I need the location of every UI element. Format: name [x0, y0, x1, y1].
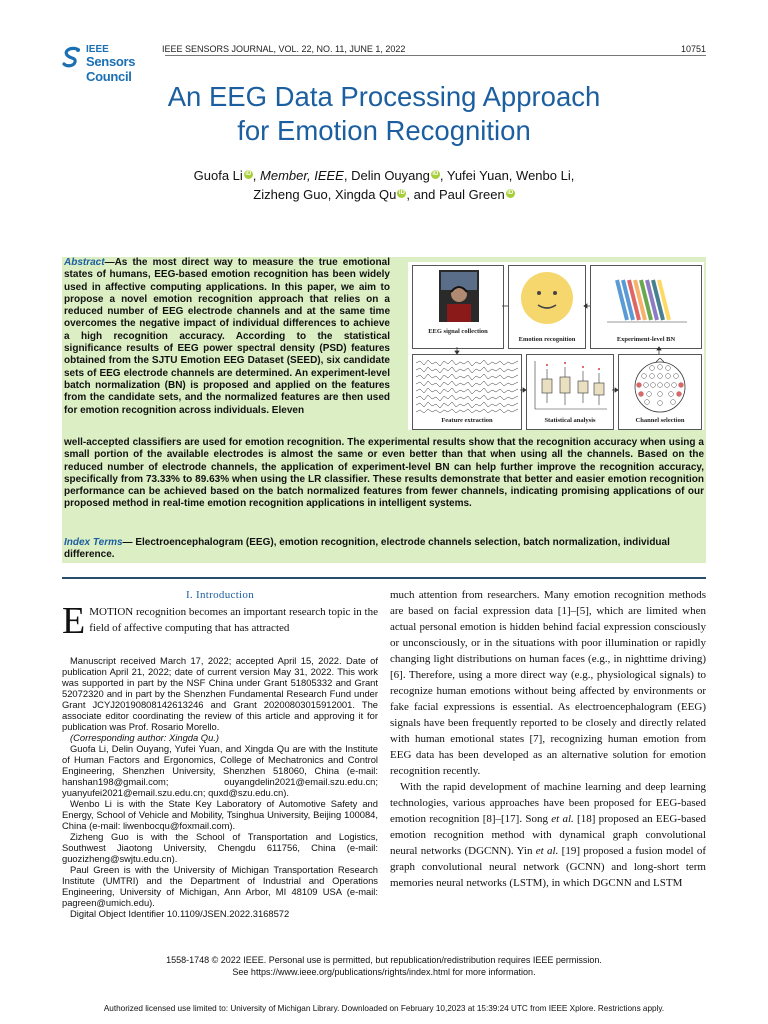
- abstract-text-part1: [64, 257, 390, 417]
- orcid-icon[interactable]: iD: [507, 189, 514, 196]
- header-rule: [165, 55, 706, 56]
- drop-cap: E: [62, 600, 86, 642]
- journal-header: IEEE SENSORS JOURNAL, VOL. 22, NO. 11, JUNE 1, 2022: [162, 44, 406, 54]
- panel-label-statistical: Statistical analysis: [544, 417, 596, 424]
- section-rule: [62, 577, 706, 579]
- body-text: With the rapid development of machine learning and deep learning technologies, various approaches have been proposed for EEG-based emotion recognition [8]–[17]. Song: [390, 781, 706, 825]
- author-name: Xingda Qu: [334, 187, 397, 202]
- page-number: 10751: [680, 44, 706, 54]
- figure-flow-arrows: [408, 262, 704, 430]
- footnote-doi: Digital Object Identifier 10.1109/JSEN.2022.3168572: [70, 908, 290, 919]
- panel-label-feature: Feature extraction: [441, 417, 493, 424]
- intro-first-text: MOTION recognition becomes an important research topic in the field of affective computing that has attracted: [89, 606, 378, 634]
- author-separator: , and: [406, 187, 439, 202]
- panel-label-channel: Channel selection: [635, 417, 685, 424]
- section-heading-introduction: I. Introduction: [185, 589, 255, 601]
- abstract-box: [62, 257, 706, 563]
- copyright-notice: [62, 955, 706, 978]
- index-terms-label: Index Terms: [64, 537, 123, 548]
- body-text: [18] proposed an EEG-based emotion recognition method with dynamical graph convolutional neural networks (DGCNN). Yin: [390, 813, 706, 857]
- copyright-line-1: 1558-1748 © 2022 IEEE. Personal use is permitted, but republication/redistribution requires IEEE permission.: [166, 955, 602, 965]
- orcid-icon[interactable]: iD: [432, 170, 439, 177]
- author-name: Guofa Li: [193, 168, 243, 183]
- author-list: Guofa Li iD , Member, IEEE, Delin Ouyang iD , Yufei Yuan, Wenbo Li, Zizheng Guo, Xingda Qu iD , and Paul Green iD: [193, 168, 575, 202]
- footnote-affiliation: Zizheng Guo is with the School of Transportation and Logistics, Southwest Jiaotong University, Chengdu 611756, China (e-mail: guozizheng@swjtu.edu.cn).: [62, 831, 378, 864]
- license-notice: Authorized licensed use limited to: University of Michigan Library. Downloaded on February 10,2023 at 15:39:24 UTC from IEEE Xplore. Restrictions apply.: [103, 1004, 665, 1013]
- logo-text-top: IEEE: [86, 44, 109, 55]
- footnote-affiliation: Wenbo Li is with the State Key Laboratory of Automotive Safety and Energy, School of Vehicle and Mobility, Tsinghua University, Beijing 100084, China (e-mail: liwenbocqu@foxmail.com).: [62, 798, 378, 831]
- author-name: Yufei Yuan: [446, 168, 509, 183]
- panel-label-bn: Experiment-level BN: [616, 336, 676, 343]
- title-line-1: An EEG Data Processing Approach: [167, 81, 601, 112]
- sensors-council-logo-icon: [62, 46, 82, 68]
- graphical-abstract-figure: [408, 262, 704, 430]
- ieee-sensors-council-logo: [62, 44, 162, 84]
- author-name: Paul Green: [438, 187, 505, 202]
- logo-text-bottom: Sensors Council: [86, 54, 136, 84]
- panel-label-eeg-signal: EEG signal collection: [428, 328, 488, 335]
- author-name: Wenbo Li: [516, 168, 571, 183]
- author-name: Delin Ouyang: [351, 168, 430, 183]
- abstract-text-part2: well-accepted classifiers are used for emotion recognition. The experimental results show that the recognition accuracy when using a small portion of the available electrodes is almost the same or even better than that when using all the channels. Based on the reduced number of electrode channels, the application of experiment-level BN can help further improve the recognition accuracy, specifically from 73.33% to 89.63% when using the LR classifier. These results demonstrate that better and easier emotion recognition performance can be achieved based on the batch normalized features from fewer channels, indicating promising applications of our proposed method in real-time emotion recognition applications in intelligent systems.: [64, 437, 704, 510]
- body-text-italic: et al.: [551, 813, 574, 825]
- index-terms: [64, 537, 704, 562]
- index-terms-body: — Electroencephalogram (EEG), emotion recognition, electrode channels selection, batch normalization, individual difference.: [64, 537, 670, 561]
- intro-first-paragraph: [62, 600, 378, 642]
- panel-label-emotion: Emotion recognition: [518, 336, 576, 343]
- body-text: [19] proposed a fusion model of graph convolutional neural network (GCNN) and long-short term memories neural networks (LSTM), in which DGCNN and LSTM: [390, 845, 706, 889]
- body-paragraph: much attention from researchers. Many emotion recognition methods are based on facial expression data [1]–[5], which are limited when actual personal emotion is hidden behind facial expression consciously or unconsciously, or in the situations with poor illumination or rapidly changing light distributions on human faces (e.g., in nighttime driving) [6]. Therefore, using a more direct way (e.g., physiological signals) to recognize human emotions without being affected by environments or fake facial expressions is essential. As electroencephalogram (EEG) signals have been frequently reported to be closely and directly related with human emotional states [7], recognizing human emotion from EEG data has been developed as an alternative solution for emotion recognition recently.: [390, 589, 706, 777]
- body-text-italic: et al.: [535, 845, 559, 857]
- author-name: Zizheng Guo: [253, 187, 328, 202]
- footnote-affiliation: Guofa Li, Delin Ouyang, Yufei Yuan, and Xingda Qu are with the Institute of Human Factors and Ergonomics, College of Mechatronics and Control Engineering, Shenzhen University, Shenzhen 518060, China (e-mail: hanshan198@gmail.com; ouyangdelin2021@email.szu.edu.cn; yuanyufei2021@email.szu.edu.cn; quxd@szu.edu.cn).: [62, 743, 378, 798]
- copyright-line-2: See https://www.ieee.org/publications/rights/index.html for more information.: [232, 966, 536, 977]
- footnote-affiliation: Paul Green is with the University of Michigan Transportation Research Institute (UMTRI) and the Department of Industrial and Operations Engineering, University of Michigan, Ann Arbor, MI 48109 USA (e-mail: pagreen@umich.edu).: [62, 864, 378, 908]
- paper-title: [60, 80, 708, 148]
- abstract-body-1: —As the most direct way to measure the true emotional states of humans, EEG-based emotion recognition has been widely used in affective computing applications. In this paper, we aim to propose a novel emotion recognition approach that relies on a reduced number of EEG electrode channels and at the same time overcomes the negative impact of individual differences to achieve a high recognition accuracy. According to the statistical significance results of EEG power spectral density (PSD) features obtained from the SJTU Emotion EEG Dataset (SEED), six candidate sets of EEG electrode channels are determined. An experiment-level batch normalization (BN) is proposed and applied on the features from the candidate sets, and the normalized features are then used for emotion recognition across individuals. Eleven: [64, 257, 390, 416]
- author-affiliation-role: Member, IEEE: [260, 168, 344, 183]
- right-column-text: [390, 587, 706, 891]
- body-paragraph: [390, 779, 706, 891]
- orcid-icon[interactable]: iD: [398, 189, 405, 196]
- title-line-2: for Emotion Recognition: [237, 115, 531, 146]
- abstract-label: Abstract: [64, 257, 105, 268]
- footnote-block: [62, 655, 378, 919]
- footnote-manuscript: Manuscript received March 17, 2022; accepted April 15, 2022. Date of publication April 21, 2022; date of current version May 31, 2022. This work was supported in part by the NSF China under Grant 51805332 and Grant 52072320 and in part by the Shenzhen Fundamental Research Fund under Grant JCYJ20190808142613246 and Grant 20200803015912001. The associate editor coordinating the review of this article and approving it for publication was Prof. Rosario Morello.: [62, 655, 378, 732]
- footnote-corresponding: (Corresponding author: Xingda Qu.): [70, 732, 220, 743]
- orcid-icon[interactable]: iD: [245, 170, 252, 177]
